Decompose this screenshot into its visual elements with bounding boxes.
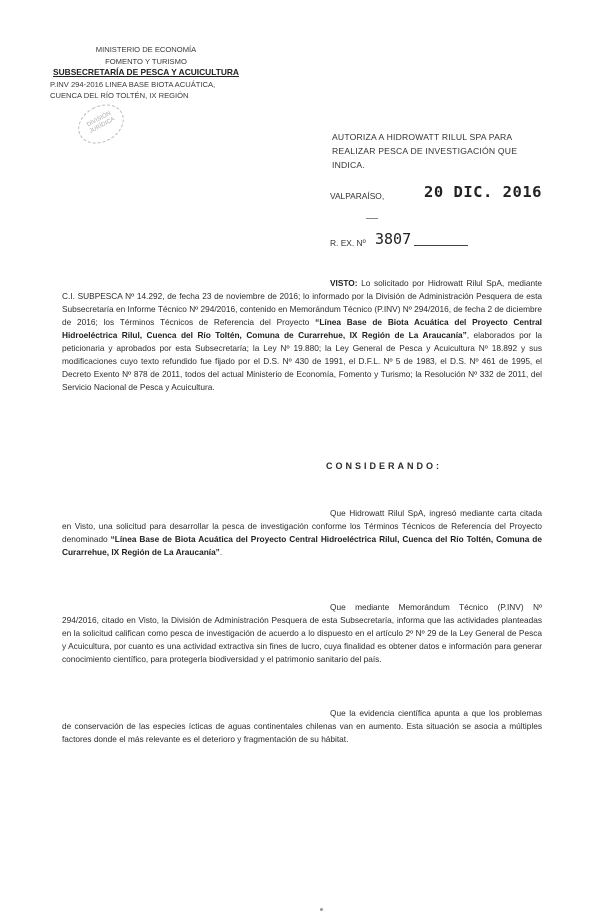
header-line-cuenca: CUENCA DEL RÍO TOLTÉN, IX REGIÓN	[50, 91, 189, 100]
considerando-paragraph-1	[62, 507, 542, 559]
visto-paragraph	[62, 277, 542, 394]
header-line-fomento: FOMENTO Y TURISMO	[105, 56, 187, 66]
considerando-heading: CONSIDERANDO:	[326, 461, 443, 471]
place-label: VALPARAÍSO,	[330, 191, 385, 201]
stamp-text: DIVISIÓN JURÍDICA	[86, 110, 117, 135]
handwritten-date: 20 DIC. 2016	[424, 183, 542, 201]
rex-label: R. EX. Nº	[330, 238, 366, 248]
visto-label: VISTO:	[330, 278, 358, 288]
considerando-p1-text-b: .	[219, 547, 223, 558]
considerando-paragraph-3: Que la evidencia científica apunta a que los problemas de conservación de las especies ícticas de aguas continentales chilenas van en aumento. Esta situación se asocia a múltiples factores donde el más relevante es el deterioro y fragmentación de su hábitat.	[62, 708, 542, 745]
considerando-p1-project: “Línea Base de Biota Acuática del Proyecto Central Hidroeléctrica Rilul, Cuenca del Río Toltén, Comuna de Curarrehue, IX Región de La Araucanía”	[62, 534, 542, 558]
visto-project: “Línea Base de Biota Acuática del Proyecto Central Hidroeléctrica Rilul, Cuenca del Río Toltén, Comuna de Curarrehue, IX Región de La Araucanía”	[62, 317, 542, 341]
divider-mark	[366, 218, 378, 219]
rex-number: 3807	[375, 230, 412, 248]
visto-text-b: , elaborados por la peticionaria y aprobados por esta Subsecretaría; la Ley Nº 19.880; la Ley General de Pesca y Acuicultura Nº 18.892 y sus modificaciones cuyo texto refundido fue fijado por el D.S. Nº 430 de 1991, el D.F.L. Nº 5 de 1983, el D.S. Nº 461 de 1995, el Decreto Exento Nº 878 de 2011, todos del actual Ministerio de Economía, Fomento y Turismo; la Resolución Nº 332 de 2011, del Servicio Nacional de Pesca y Acuicultura.	[62, 330, 542, 393]
visto-text-a: Lo solicitado por Hidrowatt Rilul SpA, mediante C.I. SUBPESCA Nº 14.292, de fecha 23 de noviembre de 2016; lo informado por la División de Administración Pesquera de esta Subsecretaría en Informe Técnico Nº 294/2016, contenido en Memorándum Técnico (P.INV) Nº 294/2016, de fecha 2 de diciembre de 2016; los Términos Técnicos de Referencia del Proyecto	[62, 278, 542, 328]
header-line-subsecretaria: SUBSECRETARÍA DE PESCA Y ACUICULTURA	[53, 67, 239, 77]
considerando-p1-text-a: Que Hidrowatt Rilul SpA, ingresó mediante carta citada en Visto, una solicitud para desarrollar la pesca de investigación conforme los Términos Técnicos de Referencia del Proyecto denominado	[62, 508, 542, 545]
header-line-ministry: MINISTERIO DE ECONOMÍA	[95, 45, 197, 54]
header-line-pinv: P.INV 294-2016 LINEA BASE BIOTA ACUÁTICA,	[50, 79, 216, 89]
considerando-paragraph-2: Que mediante Memorándum Técnico (P.INV) Nº 294/2016, citado en Visto, la División de Administración Pesquera de esta Subsecretaría, informa que las actividades planteadas en la solicitud califican como pesca de investigación de acuerdo a lo dispuesto en el artículo 2º Nº 29 de la Ley General de Pesca y Acuicultura, por cuanto es una actividad extractiva sin fines de lucro, cuya finalidad es obtener datos e información para generar conocimiento científico, para protegerla biodiversidad y el patrimonio sanitario del país.	[62, 602, 542, 665]
ministry-header	[36, 44, 256, 102]
resolution-title: AUTORIZA A HIDROWATT RILUL SPA PARA REALIZAR PESCA DE INVESTIGACIÓN QUE INDICA.	[332, 132, 518, 170]
scan-speck	[320, 908, 323, 911]
rex-underline	[414, 245, 468, 246]
